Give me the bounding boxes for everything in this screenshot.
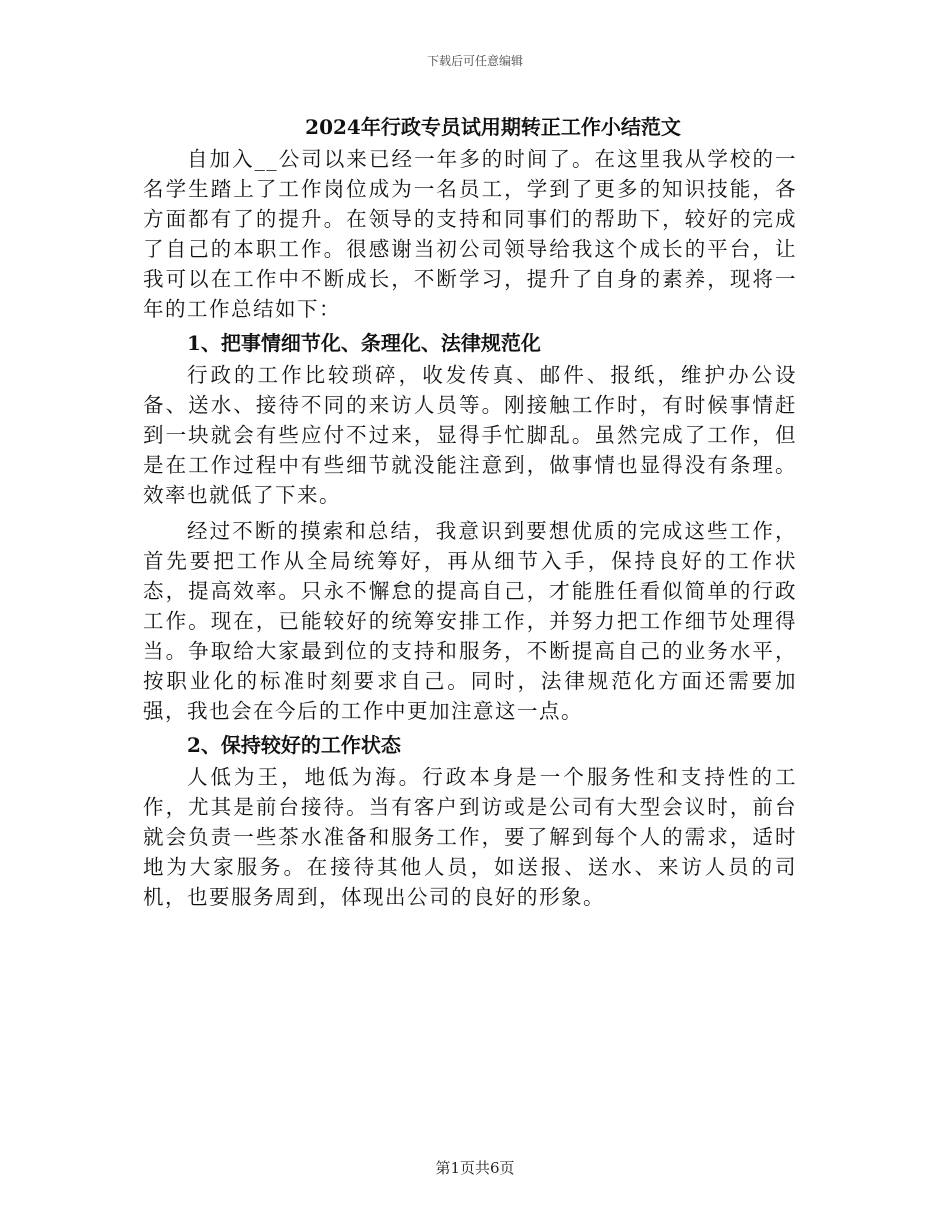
document-title: 2024年行政专员试用期转正工作小结范文 bbox=[305, 115, 681, 139]
section-2-heading: 2、保持较好的工作状态 bbox=[187, 733, 401, 757]
document-body bbox=[143, 112, 797, 912]
page-number: 第1页共6页 bbox=[435, 1159, 515, 1177]
intro-paragraph: 自加入__公司以来已经一年多的时间了。在这里我从学校的一名学生踏上了工作岗位成为一名员工，学到了更多的知识技能，各方面都有了的提升。在领导的支持和同事们的帮助下，较好的完成了自己的本职工作。很感谢当初公司领导给我这个成长的平台，让我可以在工作中不断成长，不断学习，提升了自身的素养，现将一年的工作总结如下： bbox=[143, 147, 797, 321]
section-1-heading: 1、把事情细节化、条理化、法律规范化 bbox=[187, 331, 541, 355]
section-1-paragraph-1: 行政的工作比较琐碎，收发传真、邮件、报纸，维护办公设备、送水、接待不同的来访人员等。刚接触工作时，有时候事情赶到一块就会有些应付不过来，显得手忙脚乱。虽然完成了工作，但是在工作过程中有些细节就没能注意到，做事情也显得没有条理。效率也就低了下来。 bbox=[143, 363, 797, 507]
page-header-note: 下载后可任意编辑 bbox=[426, 54, 523, 68]
section-1-paragraph-2: 经过不断的摸索和总结，我意识到要想优质的完成这些工作，首先要把工作从全局统筹好，再从细节入手，保持良好的工作状态，提高效率。只永不懈怠的提高自己，才能胜任看似简单的行政工作。现在，已能较好的统筹安排工作，并努力把工作细节处理得当。争取给大家最到位的支持和服务，不断提高自己的业务水平，按职业化的标准时刻要求自己。同时，法律规范化方面还需要加强，我也会在今后的工作中更加注意这一点。 bbox=[143, 519, 797, 723]
section-2-paragraph-1: 人低为王，地低为海。行政本身是一个服务性和支持性的工作，尤其是前台接待。当有客户到访或是公司有大型会议时，前台就会负责一些茶水准备和服务工作，要了解到每个人的需求，适时地为大家服务。在接待其他人员，如送报、送水、来访人员的司机，也要服务周到，体现出公司的良好的形象。 bbox=[143, 765, 797, 909]
